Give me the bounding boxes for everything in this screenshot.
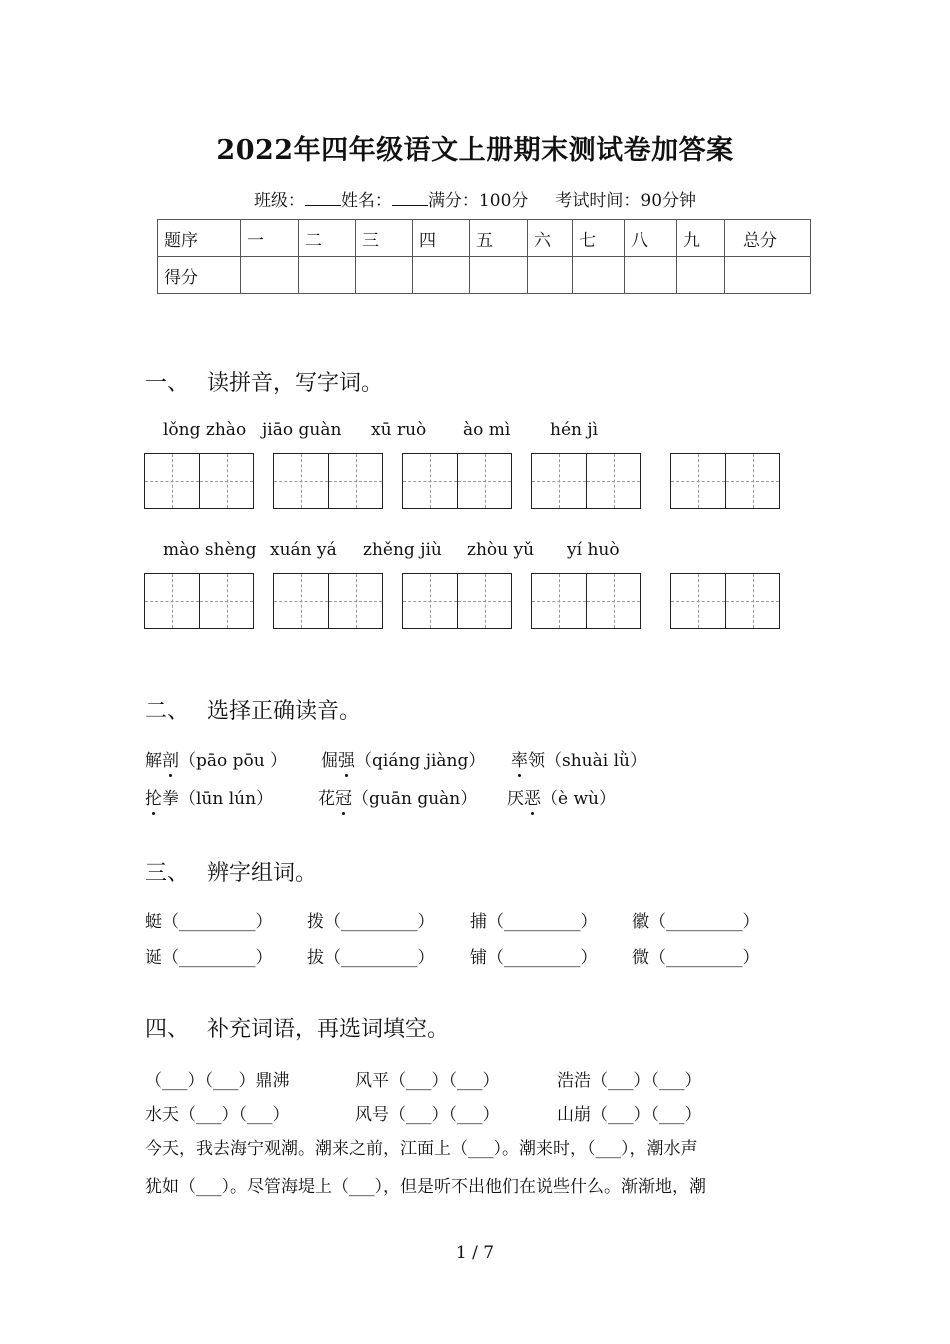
table-header-cell: 四 xyxy=(413,220,470,257)
reading-item[interactable] xyxy=(318,784,477,809)
score-cell[interactable] xyxy=(413,257,470,294)
section-number: 三、 xyxy=(145,861,190,886)
section-number: 一、 xyxy=(145,371,190,396)
pinyin-label: hén jì xyxy=(550,420,599,440)
section-number: 四、 xyxy=(145,1017,190,1042)
pinyin-label: yí huò xyxy=(567,540,620,560)
dotted-char: 剖 xyxy=(162,746,179,771)
idiom-blank[interactable]: 风号（___）（___） xyxy=(355,1105,500,1125)
paragraph-line[interactable]: 今天，我去海宁观潮。潮来之前，江面上（___）。潮来时，（___），潮水声 xyxy=(145,1139,698,1159)
score-row-label: 得分 xyxy=(158,257,241,294)
word-blank[interactable]: 捕（_________） xyxy=(470,912,598,932)
score-table-score-row xyxy=(158,257,811,294)
word-blank[interactable]: 徽（_________） xyxy=(632,912,760,932)
section-title: 选择正确读音。 xyxy=(207,699,362,724)
score-cell[interactable] xyxy=(241,257,299,294)
writing-cell[interactable] xyxy=(328,454,382,508)
pinyin-label: xuán yá xyxy=(270,540,337,560)
word-blank[interactable]: 拨（_________） xyxy=(307,912,435,932)
pinyin-options: （qiáng jiàng） xyxy=(355,751,486,771)
pinyin-label: mào shèng xyxy=(163,540,257,560)
writing-cell[interactable] xyxy=(403,454,457,508)
writing-box[interactable] xyxy=(273,453,383,509)
table-header-cell: 二 xyxy=(299,220,356,257)
writing-cell[interactable] xyxy=(145,454,199,508)
pinyin-label: ào mì xyxy=(463,420,511,440)
writing-cell[interactable] xyxy=(586,454,640,508)
name-blank[interactable] xyxy=(392,191,428,206)
class-label: 班级： xyxy=(253,191,305,211)
writing-cell[interactable] xyxy=(274,574,328,628)
reading-item[interactable] xyxy=(145,746,287,771)
item-text: 厌 xyxy=(507,789,524,809)
table-header-cell: 一 xyxy=(241,220,299,257)
writing-box[interactable] xyxy=(144,573,254,629)
writing-cell[interactable] xyxy=(586,574,640,628)
dotted-char: 抡 xyxy=(145,784,162,809)
item-text: 倔 xyxy=(321,751,338,771)
writing-cell[interactable] xyxy=(457,454,511,508)
table-header-cell: 七 xyxy=(573,220,625,257)
word-blank[interactable]: 微（_________） xyxy=(632,948,760,968)
score-cell[interactable] xyxy=(356,257,413,294)
dotted-char: 强 xyxy=(338,746,355,771)
writing-box[interactable] xyxy=(144,453,254,509)
pinyin-options: （guān guàn） xyxy=(352,789,478,809)
writing-cell[interactable] xyxy=(671,574,725,628)
writing-cell[interactable] xyxy=(145,574,199,628)
section-4-heading xyxy=(145,1012,449,1043)
writing-box[interactable] xyxy=(531,573,641,629)
writing-cell[interactable] xyxy=(725,574,779,628)
score-cell[interactable] xyxy=(725,257,811,294)
writing-box[interactable] xyxy=(273,573,383,629)
section-number: 二、 xyxy=(145,699,190,724)
pinyin-label: xū ruò xyxy=(371,420,427,440)
item-text: 解 xyxy=(145,751,162,771)
writing-box[interactable] xyxy=(531,453,641,509)
table-header-cell: 三 xyxy=(356,220,413,257)
pinyin-label: zhòu yǔ xyxy=(467,540,535,560)
section-title: 读拼音，写字词。 xyxy=(207,371,384,396)
class-blank[interactable] xyxy=(305,191,341,206)
idiom-blank[interactable]: 浩浩（___）（___） xyxy=(557,1071,702,1091)
reading-item[interactable] xyxy=(511,746,647,771)
name-label: 姓名： xyxy=(340,191,392,211)
pinyin-options: （pāo pōu ） xyxy=(179,751,288,771)
score-cell[interactable] xyxy=(573,257,625,294)
table-header-cell: 八 xyxy=(625,220,677,257)
section-2-heading xyxy=(145,694,361,725)
item-text: 领 xyxy=(528,751,545,771)
writing-cell[interactable] xyxy=(671,454,725,508)
pinyin-options: （lūn lún） xyxy=(179,789,274,809)
exam-time: 考试时间：90分钟 xyxy=(555,191,697,211)
writing-cell[interactable] xyxy=(532,454,586,508)
section-title: 补充词语，再选词填空。 xyxy=(207,1017,450,1042)
writing-cell[interactable] xyxy=(532,574,586,628)
writing-box[interactable] xyxy=(670,453,780,509)
table-header-cell: 六 xyxy=(528,220,573,257)
idiom-blank[interactable]: 水天（___）（___） xyxy=(145,1105,290,1125)
page-title: 2022年四年级语文上册期末测试卷加答案 xyxy=(216,135,734,166)
score-cell[interactable] xyxy=(677,257,725,294)
full-score: 满分：100分 xyxy=(427,191,529,211)
item-text: 拳 xyxy=(162,789,179,809)
pinyin-options: （shuài lǜ） xyxy=(545,751,647,771)
word-blank[interactable]: 蜓（_________） xyxy=(145,912,273,932)
score-cell[interactable] xyxy=(299,257,356,294)
pinyin-label: lǒng zhào xyxy=(163,420,247,440)
idiom-blank[interactable]: 山崩（___）（___） xyxy=(557,1105,702,1125)
dotted-char: 率 xyxy=(511,746,528,771)
writing-box[interactable] xyxy=(670,573,780,629)
idiom-blank[interactable]: （___）（___）鼎沸 xyxy=(145,1071,290,1091)
writing-cell[interactable] xyxy=(725,454,779,508)
word-blank[interactable]: 诞（_________） xyxy=(145,948,273,968)
score-cell[interactable] xyxy=(625,257,677,294)
table-header-cell: 五 xyxy=(470,220,528,257)
reading-item[interactable] xyxy=(321,746,485,771)
item-text: 花 xyxy=(318,789,335,809)
writing-cell[interactable] xyxy=(403,574,457,628)
reading-item[interactable] xyxy=(507,784,616,809)
table-header-cell: 九 xyxy=(677,220,725,257)
writing-cell[interactable] xyxy=(457,574,511,628)
page-number: 1 / 7 xyxy=(455,1243,495,1263)
reading-item[interactable] xyxy=(145,784,273,809)
pinyin-label: jiāo guàn xyxy=(262,420,342,440)
dotted-char: 恶 xyxy=(524,784,541,809)
pinyin-options: （è wù） xyxy=(541,789,616,809)
table-header-cell: 题序 xyxy=(158,220,241,257)
writing-box[interactable] xyxy=(402,453,512,509)
section-title: 辨字组词。 xyxy=(207,861,318,886)
word-blank[interactable]: 拔（_________） xyxy=(307,948,435,968)
writing-cell[interactable] xyxy=(199,574,253,628)
score-cell[interactable] xyxy=(528,257,573,294)
score-table xyxy=(157,219,811,294)
writing-cell[interactable] xyxy=(199,454,253,508)
dotted-char: 冠 xyxy=(335,784,352,809)
exam-info xyxy=(0,186,950,211)
writing-box[interactable] xyxy=(402,573,512,629)
idiom-blank[interactable]: 风平（___）（___） xyxy=(355,1071,500,1091)
pinyin-label: zhěng jiù xyxy=(363,540,442,560)
table-header-cell: 总分 xyxy=(725,220,811,257)
score-table-header-row xyxy=(158,220,811,257)
writing-cell[interactable] xyxy=(274,454,328,508)
section-3-heading xyxy=(145,856,317,887)
paragraph-line[interactable]: 犹如（___）。尽管海堤上（___），但是听不出他们在说些什么。渐渐地，潮 xyxy=(145,1177,706,1197)
section-1-heading xyxy=(145,366,383,397)
word-blank[interactable]: 铺（_________） xyxy=(470,948,598,968)
writing-cell[interactable] xyxy=(328,574,382,628)
score-cell[interactable] xyxy=(470,257,528,294)
